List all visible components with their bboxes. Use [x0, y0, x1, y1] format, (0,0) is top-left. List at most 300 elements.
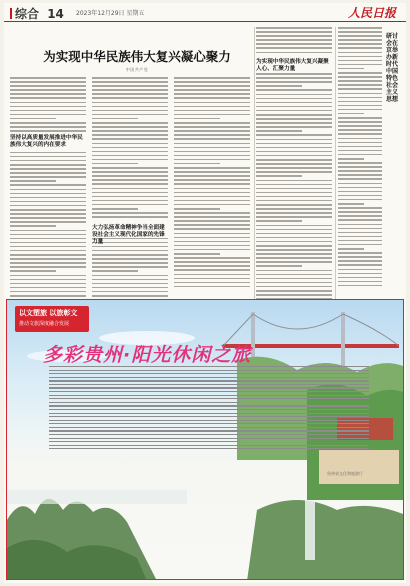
text-line	[256, 265, 302, 267]
text-line	[10, 114, 86, 116]
text-line	[256, 233, 332, 235]
text-line	[49, 441, 241, 442]
text-line	[256, 159, 332, 161]
newspaper-page	[4, 3, 406, 583]
text-line	[338, 138, 382, 140]
text-line	[10, 106, 86, 108]
text-line	[256, 192, 332, 194]
text-line	[92, 93, 168, 95]
text-line	[10, 283, 86, 285]
text-line	[174, 220, 250, 222]
text-line	[92, 167, 168, 169]
text-line	[338, 244, 382, 246]
text-line	[256, 147, 332, 149]
text-line	[92, 77, 168, 79]
text-line	[92, 179, 168, 181]
text-line	[10, 270, 56, 272]
issue-date: 2023年12月29日 星期五	[76, 10, 145, 17]
article-byline: 中国共产党	[125, 67, 149, 72]
text-line	[338, 269, 382, 271]
text-line	[174, 163, 220, 165]
page-masthead	[4, 3, 406, 22]
text-line	[10, 118, 56, 120]
column-divider	[254, 27, 255, 305]
text-line	[338, 256, 382, 258]
text-line	[92, 89, 168, 91]
text-line	[256, 204, 332, 206]
text-line	[338, 64, 382, 66]
text-line	[338, 47, 382, 49]
text-line	[256, 126, 332, 128]
ad-body-text	[49, 366, 369, 452]
newspaper-logo: 人民日报	[347, 6, 396, 20]
text-line	[174, 77, 250, 79]
text-line	[174, 265, 250, 267]
text-line	[338, 162, 382, 164]
text-line	[49, 377, 369, 378]
text-line	[256, 163, 332, 165]
text-line	[338, 97, 382, 99]
text-line	[10, 242, 86, 244]
text-line	[256, 85, 302, 87]
text-line	[338, 31, 382, 33]
text-line	[92, 175, 168, 177]
text-line	[338, 178, 382, 180]
text-line	[174, 269, 250, 271]
text-line	[174, 241, 250, 243]
text-line	[10, 93, 86, 95]
text-line	[92, 110, 168, 112]
text-line	[338, 109, 382, 111]
text-line	[338, 121, 382, 123]
text-line	[92, 163, 138, 165]
text-line	[10, 97, 86, 99]
text-line	[92, 246, 168, 248]
text-line	[174, 188, 250, 190]
ad-credit: 贵州省文化和旅游厅	[327, 471, 363, 476]
tourism-advertisement	[6, 299, 404, 580]
text-line	[92, 118, 138, 120]
ad-slogan-sub: 推动文旅深度融合发展	[19, 321, 70, 327]
text-line	[174, 110, 250, 112]
text-line	[256, 286, 332, 288]
text-line	[256, 118, 332, 120]
column-divider	[335, 27, 336, 305]
text-line	[256, 216, 332, 218]
text-line	[174, 245, 250, 247]
text-line	[338, 146, 382, 148]
text-line	[174, 134, 250, 136]
text-line	[92, 279, 168, 281]
text-line	[92, 102, 168, 104]
text-line	[10, 160, 86, 162]
text-line	[92, 192, 168, 194]
text-line	[49, 448, 369, 449]
text-line	[256, 31, 332, 33]
text-line	[338, 236, 382, 238]
text-line	[92, 97, 168, 99]
text-line	[338, 183, 382, 185]
text-line	[174, 143, 250, 145]
text-line	[92, 295, 168, 297]
text-line	[10, 254, 86, 256]
text-line	[92, 287, 168, 289]
article-column	[174, 77, 250, 290]
text-line	[338, 199, 382, 201]
text-line	[92, 196, 168, 198]
text-line	[174, 118, 220, 120]
text-line	[256, 98, 332, 100]
text-line	[256, 151, 332, 153]
text-line	[10, 176, 86, 178]
text-line	[10, 81, 86, 83]
text-line	[338, 27, 382, 29]
text-line	[10, 156, 86, 158]
text-line	[10, 201, 86, 203]
text-line	[10, 89, 86, 91]
text-line	[10, 217, 86, 219]
text-line	[92, 183, 168, 185]
text-line	[92, 151, 168, 153]
text-line	[256, 39, 332, 41]
ad-slogan: 以文塑旅 以旅彰文	[19, 309, 78, 317]
text-line	[338, 248, 364, 250]
page-number: 14	[47, 7, 64, 21]
text-line	[256, 180, 332, 182]
sidebar-column	[338, 27, 382, 289]
text-line	[256, 196, 332, 198]
text-line	[174, 85, 250, 87]
text-line	[10, 275, 86, 277]
text-line	[174, 237, 250, 239]
text-line	[174, 249, 250, 251]
text-line	[338, 264, 382, 266]
text-line	[338, 211, 382, 213]
text-line	[338, 191, 382, 193]
text-line	[338, 158, 364, 160]
text-line	[174, 192, 250, 194]
text-line	[256, 134, 332, 136]
text-line	[256, 200, 332, 202]
text-line	[338, 224, 382, 226]
text-line	[256, 106, 332, 108]
text-line	[92, 270, 138, 272]
text-line	[92, 114, 168, 116]
text-line	[174, 126, 250, 128]
text-line	[174, 257, 250, 259]
section-name: 综合	[15, 7, 40, 21]
text-line	[10, 258, 86, 260]
section-marker	[10, 8, 12, 19]
text-line	[174, 286, 250, 288]
ad-slogan-badge	[15, 306, 89, 332]
text-line	[10, 213, 86, 215]
text-line	[338, 195, 382, 197]
text-line	[10, 230, 86, 232]
text-line	[174, 216, 250, 218]
text-line	[338, 281, 382, 283]
text-line	[256, 89, 332, 91]
text-line	[338, 39, 382, 41]
text-line	[256, 220, 302, 222]
text-line	[338, 228, 382, 230]
text-line	[92, 159, 168, 161]
text-line	[92, 130, 168, 132]
text-line	[256, 155, 332, 157]
text-line	[49, 373, 369, 374]
text-line	[92, 122, 168, 124]
text-line	[338, 52, 382, 54]
text-line	[174, 81, 250, 83]
text-line	[256, 35, 332, 37]
text-line	[256, 212, 332, 214]
text-line	[49, 438, 369, 439]
text-line	[49, 405, 369, 406]
text-line	[338, 113, 364, 115]
text-line	[174, 204, 250, 206]
text-line	[92, 106, 168, 108]
text-line	[174, 224, 250, 226]
text-line	[338, 56, 382, 58]
text-line	[256, 171, 332, 173]
text-line	[92, 85, 168, 87]
text-line	[338, 215, 382, 217]
text-line	[92, 275, 168, 277]
text-line	[174, 228, 250, 230]
text-line	[256, 282, 332, 284]
text-line	[92, 143, 168, 145]
text-line	[174, 155, 250, 157]
text-line	[92, 126, 168, 128]
text-line	[10, 189, 86, 191]
text-line	[338, 207, 382, 209]
text-line	[10, 225, 56, 227]
text-line	[49, 370, 369, 371]
text-line	[174, 171, 250, 173]
text-line	[174, 151, 250, 153]
text-line	[92, 81, 168, 83]
text-line	[49, 445, 369, 446]
text-line	[338, 60, 382, 62]
text-line	[10, 209, 86, 211]
text-line	[49, 391, 369, 392]
text-line	[256, 278, 332, 280]
text-line	[338, 232, 382, 234]
section-label	[10, 5, 64, 22]
text-line	[338, 142, 382, 144]
text-line	[256, 261, 332, 263]
text-line	[10, 262, 86, 264]
text-line	[10, 130, 86, 132]
text-line	[256, 229, 332, 231]
article-subhead: 为实现中华民族伟大复兴凝聚人心、汇聚力量	[256, 59, 329, 72]
text-line	[10, 238, 86, 240]
text-line	[338, 84, 382, 86]
text-line	[174, 261, 250, 263]
text-line	[10, 172, 86, 174]
text-line	[174, 200, 250, 202]
text-line	[92, 216, 168, 218]
text-line	[256, 175, 302, 177]
text-line	[174, 212, 250, 214]
text-line	[256, 274, 332, 276]
text-line	[92, 283, 168, 285]
text-line	[256, 94, 332, 96]
text-line	[174, 97, 250, 99]
text-line	[49, 398, 369, 399]
text-line	[256, 188, 332, 190]
article-headline: 为实现中华民族伟大复兴凝心聚力	[43, 49, 231, 64]
text-line	[338, 93, 382, 95]
article-subhead: 坚持以高质量发展推进中华民族伟大复兴的内在要求	[10, 135, 83, 148]
text-line	[174, 278, 250, 280]
text-line	[92, 147, 168, 149]
article-subhead: 大力弘扬革命精神争当全面建设社会主义现代化国家的先锋力量	[92, 225, 165, 245]
text-line	[92, 188, 168, 190]
text-line	[92, 134, 168, 136]
text-line	[49, 423, 369, 424]
text-line	[338, 68, 364, 70]
text-line	[174, 93, 250, 95]
text-line	[256, 122, 332, 124]
text-line	[10, 180, 56, 182]
text-line	[10, 164, 86, 166]
text-line	[174, 102, 250, 104]
text-line	[92, 250, 168, 252]
text-line	[256, 110, 332, 112]
text-line	[174, 179, 250, 181]
text-line	[338, 76, 382, 78]
text-line	[10, 152, 86, 154]
text-line	[338, 133, 382, 135]
ad-title: 多彩贵州·阳光休闲之旅	[43, 344, 252, 366]
text-line	[174, 175, 250, 177]
text-line	[174, 159, 250, 161]
text-line	[256, 184, 332, 186]
text-line	[256, 52, 332, 54]
text-line	[10, 168, 86, 170]
text-line	[338, 252, 382, 254]
text-line	[10, 266, 86, 268]
text-line	[256, 114, 332, 116]
text-line	[92, 200, 168, 202]
text-line	[49, 430, 369, 431]
text-line	[256, 208, 332, 210]
text-line	[92, 258, 168, 260]
text-line	[92, 171, 168, 173]
text-line	[256, 139, 332, 141]
text-line	[256, 130, 302, 132]
text-line	[174, 253, 220, 255]
text-line	[256, 102, 332, 104]
text-line	[49, 416, 369, 417]
text-line	[338, 154, 382, 156]
text-line	[174, 147, 250, 149]
text-line	[92, 208, 138, 210]
text-line	[10, 205, 86, 207]
text-line	[338, 129, 382, 131]
text-line	[338, 203, 364, 205]
text-line	[10, 279, 86, 281]
text-line	[174, 282, 250, 284]
text-line	[338, 72, 382, 74]
text-line	[256, 294, 332, 296]
text-line	[49, 387, 369, 388]
text-line	[92, 262, 168, 264]
article-column	[10, 77, 86, 307]
text-line	[338, 219, 382, 221]
sidebar-vertical-title: 研讨会在京举办新时代中国特色社会主义思想	[386, 33, 399, 103]
text-line	[338, 174, 382, 176]
text-line	[174, 122, 250, 124]
text-line	[174, 106, 250, 108]
text-line	[256, 27, 332, 29]
text-line	[10, 287, 86, 289]
text-line	[10, 246, 86, 248]
text-line	[10, 102, 86, 104]
text-line	[92, 212, 168, 214]
text-line	[174, 233, 250, 235]
text-line	[49, 420, 369, 421]
text-line	[256, 81, 332, 83]
text-line	[10, 184, 86, 186]
text-line	[49, 402, 241, 403]
text-line	[174, 138, 250, 140]
text-line	[49, 427, 369, 428]
text-line	[49, 384, 369, 385]
text-line	[174, 196, 250, 198]
text-line	[92, 138, 168, 140]
text-line	[10, 291, 86, 293]
text-line	[174, 114, 250, 116]
text-line	[338, 260, 382, 262]
text-line	[256, 73, 332, 75]
text-line	[174, 167, 250, 169]
text-line	[338, 273, 382, 275]
text-line	[338, 240, 382, 242]
text-line	[338, 285, 382, 287]
text-line	[256, 270, 332, 272]
text-line	[92, 155, 168, 157]
text-line	[49, 366, 369, 367]
text-line	[10, 122, 86, 124]
text-line	[174, 208, 220, 210]
text-line	[338, 166, 382, 168]
text-line	[256, 225, 332, 227]
text-line	[10, 126, 86, 128]
text-line	[338, 43, 382, 45]
text-line	[10, 193, 86, 195]
text-line	[256, 237, 332, 239]
text-line	[174, 274, 250, 276]
text-line	[49, 413, 369, 414]
text-line	[92, 291, 168, 293]
text-line	[174, 183, 250, 185]
text-line	[10, 234, 86, 236]
text-line	[10, 85, 86, 87]
text-line	[174, 89, 250, 91]
text-line	[174, 130, 250, 132]
text-line	[92, 254, 168, 256]
text-line	[256, 241, 332, 243]
article-column	[92, 77, 168, 307]
text-line	[338, 35, 382, 37]
text-line	[256, 167, 332, 169]
text-line	[256, 77, 332, 79]
text-line	[49, 409, 369, 410]
text-line	[10, 197, 86, 199]
text-line	[256, 249, 332, 251]
